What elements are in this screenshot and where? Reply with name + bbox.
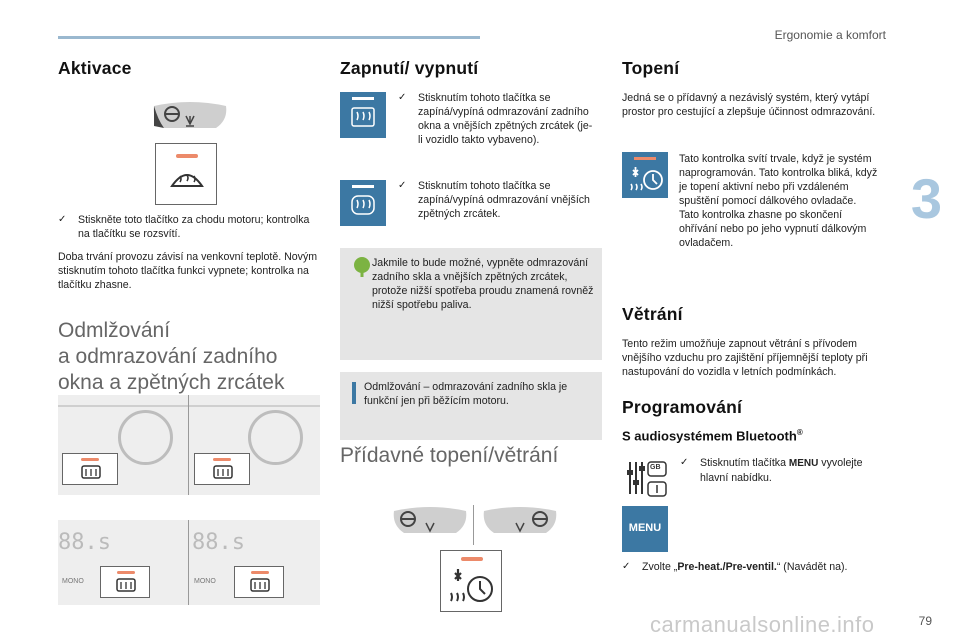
page-number: 79 (918, 614, 932, 628)
front-defrost-button[interactable] (155, 143, 217, 205)
on-off-heading: Zapnutí/ vypnutí (340, 58, 479, 78)
info-note-box: Odmlžování – odmrazování zadního skla je funkční jen při běžícím motoru. (340, 372, 602, 440)
rear-defrost-key-icon (340, 92, 386, 138)
led-indicator (176, 154, 198, 158)
rear-defrost-button[interactable] (100, 566, 150, 598)
heater-key-icon (622, 152, 668, 198)
panel-mono-label: MONO (62, 578, 84, 585)
bullet-marker-icon: ✓ (622, 561, 631, 572)
programming-heading: Programování (622, 397, 743, 417)
panel-mono-label: MONO (194, 578, 216, 585)
activation-paragraph: Doba trvání provozu závisí na venkovní teplotě. Novým stisknutím tohoto tlačítka funkci vypnete; kontrolka na tlačítku zhasne. (58, 251, 318, 291)
rear-window-defrost-icon (116, 577, 136, 593)
led-indicator (461, 557, 483, 561)
bullet-marker-icon: ✓ (58, 214, 67, 225)
mirror-defrost-icon (213, 464, 233, 480)
ventilation-heading: Větrání (622, 304, 683, 324)
section-title: Ergonomie a komfort (774, 28, 886, 42)
defog-heading: Odmlžování a odmrazování zadního okna a zpětných zrcátek (58, 319, 285, 394)
bluetooth-subheading: S audiosystémem Bluetooth® (622, 428, 803, 444)
panel-display: 88.s (192, 530, 245, 555)
select-bullet: ✓ Zvolte „Pre-heat./Pre-ventil.“ (Navádět na). (622, 561, 848, 573)
mirror-icon-right (480, 505, 560, 539)
aux-heating-heading: Přídavné topení/větrání (340, 444, 559, 467)
activation-heading: Aktivace (58, 58, 132, 78)
mirror-defrost-key-icon (340, 180, 386, 226)
menu-button[interactable]: MENU (622, 506, 668, 552)
settings-sliders-icon (626, 458, 670, 498)
panel-display: 88.s (58, 530, 111, 555)
tree-icon (352, 256, 372, 278)
aux-heating-button[interactable] (440, 550, 502, 612)
bullet-marker-icon: ✓ (398, 180, 407, 191)
ventilation-paragraph: Tento režim umožňuje zapnout větrání s přívodem vnějšího vzduchu pro zajištění příjemnější teploty při nastupování do vozidla v letních podmínkách. (622, 338, 868, 378)
menu-bullet: ✓ Stisknutím tlačítka MENU vyvolejte hlavní nabídku. (680, 457, 863, 484)
windscreen-defrost-icon (169, 166, 205, 192)
heater-timer-icon (447, 565, 497, 609)
gb-label: GB (650, 464, 661, 471)
eco-note-box: Jakmile to bude možné, vypněte odmrazování zadního skla a vnějších zpětných zrcátek, protože nižší spotřeba proudu znamená rovněž nižší spotřebu paliva. (340, 248, 602, 360)
rear-window-defrost-icon (81, 464, 101, 480)
heating-paragraph: Jedná se o přídavný a nezávislý systém, který vytápí prostor pro cestující a zlepšuje účinnost odmrazování. (622, 92, 876, 118)
on-off-bullet-2: ✓ Stisknutím tohoto tlačítka se zapíná/vypíná odmrazování vnějších zpětných zrcátek. (398, 180, 590, 220)
info-icon (352, 382, 356, 404)
activation-bullet: ✓ Stiskněte toto tlačítko za chodu motoru; kontrolka na tlačítku se rozsvítí. (58, 214, 310, 240)
lamp-paragraph: Tato kontrolka svítí trvale, když je systém naprogramován. Tato kontrolka bliká, když je topení aktivní nebo při vzdáleném spuštění pomocí dálkového ovladače. Tato kontrolka zhasne po skončení ohřívání nebo po jeho vypnutí dálkovým ovladačem. (679, 153, 878, 249)
control-panel-illustration-bottom (58, 520, 320, 605)
mirror-defrost-button[interactable] (194, 453, 250, 485)
bullet-marker-icon: ✓ (398, 92, 407, 103)
mirror-icon (150, 100, 230, 134)
on-off-bullet-1: ✓ Stisknutím tohoto tlačítka se zapíná/vypíná odmrazování zadního okna a vnějších zpětných zrcátek (je-li vozidlo takto vybaveno). (398, 92, 593, 146)
watermark: carmanualsonline.info (650, 612, 875, 637)
header-rule (58, 36, 480, 39)
chapter-number: 3 (910, 167, 942, 230)
mirror-icon-left (390, 505, 470, 539)
mirror-defrost-button[interactable] (234, 566, 284, 598)
heating-heading: Topení (622, 58, 680, 78)
rear-defrost-button[interactable] (62, 453, 118, 485)
bullet-marker-icon: ✓ (680, 457, 689, 468)
control-panel-illustration-top (58, 395, 320, 495)
mirror-defrost-icon (250, 577, 270, 593)
